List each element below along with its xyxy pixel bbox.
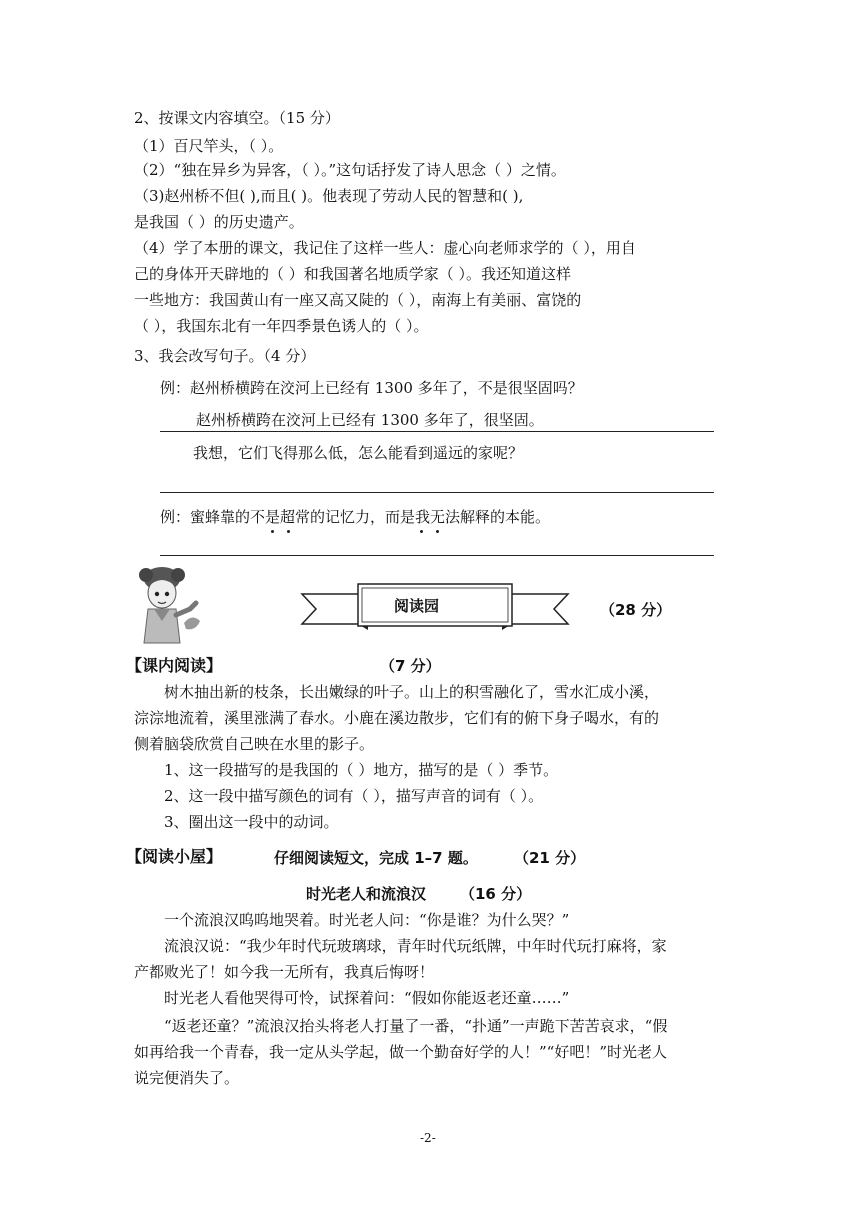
inclass-question-2: 2、这一段中描写颜色的词有（ ），描写声音的词有（ ）。 [164, 787, 544, 805]
question-3-title: 3、我会改写句子。（4 分） [134, 347, 316, 365]
question-2-line-2: （2）“独在异乡为异客，（ ）。”这句话抒发了诗人思念（ ）之情。 [134, 161, 566, 179]
inclass-reading-header: 【课内阅读】 [126, 656, 223, 675]
passage-line-2: 淙淙地流着，溪里涨满了春水。小鹿在溪边散步，它们有的俯下身子喝水，有的 [134, 709, 660, 727]
reading-total-score: （28 分） [600, 601, 672, 619]
answer-line [160, 431, 714, 432]
reading-cabin-instruction: 仔细阅读短文，完成 1–7 题。 [274, 849, 478, 867]
story-title: 时光老人和流浪汉 [306, 885, 427, 903]
answer-line[interactable] [160, 492, 714, 493]
emphasis-dot [436, 530, 439, 533]
inclass-question-3: 3、圈出这一段中的动词。 [164, 813, 339, 831]
story-line-3: 产都败光了！如今我一无所有，我真后悔呀！ [134, 963, 435, 981]
inclass-reading-score: （7 分） [380, 657, 441, 675]
story-line-5: “返老还童？”流浪汉抬头将老人打量了一番，“扑通”一声跪下苦苦哀求，“假 [164, 1017, 668, 1035]
question-2-line-5: （4）学了本册的课文，我记住了这样一些人：虚心向老师求学的（ ），用自 [134, 239, 636, 257]
story-line-1: 一个流浪汉呜呜地哭着。时光老人问：“你是谁？为什么哭？” [164, 911, 570, 929]
question-2-line-3: （3)赵州桥不但( ),而且( )。他表现了劳动人民的智慧和( ), [134, 187, 524, 205]
reading-cabin-score: （21 分） [514, 849, 586, 867]
emphasis-dot [287, 530, 290, 533]
emphasis-dot [271, 530, 274, 533]
story-score: （16 分） [460, 885, 532, 903]
example-1-sentence: 例：赵州桥横跨在洨河上已经有 1300 多年了，不是很坚固吗？ [160, 379, 583, 397]
answer-line[interactable] [160, 555, 714, 556]
question-2-title: 2、按课文内容填空。（15 分） [134, 109, 340, 127]
question-2-line-6: 己的身体开天辟地的（ ）和我国著名地质学家（ ）。我还知道这样 [134, 265, 572, 283]
girl-mascot-illustration [134, 565, 206, 645]
passage-line-1: 树木抽出新的枝条，长出嫩绿的叶子。山上的积雪融化了，雪水汇成小溪， [164, 683, 660, 701]
page-number: -2- [420, 1131, 436, 1145]
story-line-2: 流浪汉说：“我少年时代玩玻璃球，青年时代玩纸牌，中年时代玩打麻将，家 [164, 937, 667, 955]
story-line-7: 说完便消失了。 [134, 1069, 240, 1087]
example-2-sentence: 例：蜜蜂靠的不是超常的记忆力，而是我无法解释的本能。 [160, 508, 551, 526]
question-2-line-8: （ ），我国东北有一年四季景色诱人的（ ）。 [134, 317, 429, 335]
question-2-line-1: （1）百尺竿头，（ ）。 [134, 137, 284, 155]
question-2-line-4: 是我国（ ）的历史遗产。 [134, 213, 304, 231]
inclass-question-1: 1、这一段描写的是我国的（ ）地方，描写的是（ ）季节。 [164, 761, 559, 779]
reading-garden-title: 阅读园 [394, 597, 440, 615]
reading-cabin-header: 【阅读小屋】 [126, 847, 223, 866]
story-line-4: 时光老人看他哭得可怜，试探着问：“假如你能返老还童……” [164, 989, 570, 1007]
question-2-line-7: 一些地方：我国黄山有一座又高又陡的（ ），南海上有美丽、富饶的 [134, 291, 582, 309]
emphasis-dot [420, 530, 423, 533]
passage-line-3: 侧着脑袋欣赏自己映在水里的影子。 [134, 735, 375, 753]
story-line-6: 如再给我一个青春，我一定从头学起，做一个勤奋好学的人！”“好吧！”时光老人 [134, 1043, 668, 1061]
example-1-answer: 赵州桥横跨在洨河上已经有 1300 多年了，很坚固。 [196, 411, 544, 429]
rewrite-task-sentence: 我想，它们飞得那么低，怎么能看到遥远的家呢？ [193, 444, 524, 462]
